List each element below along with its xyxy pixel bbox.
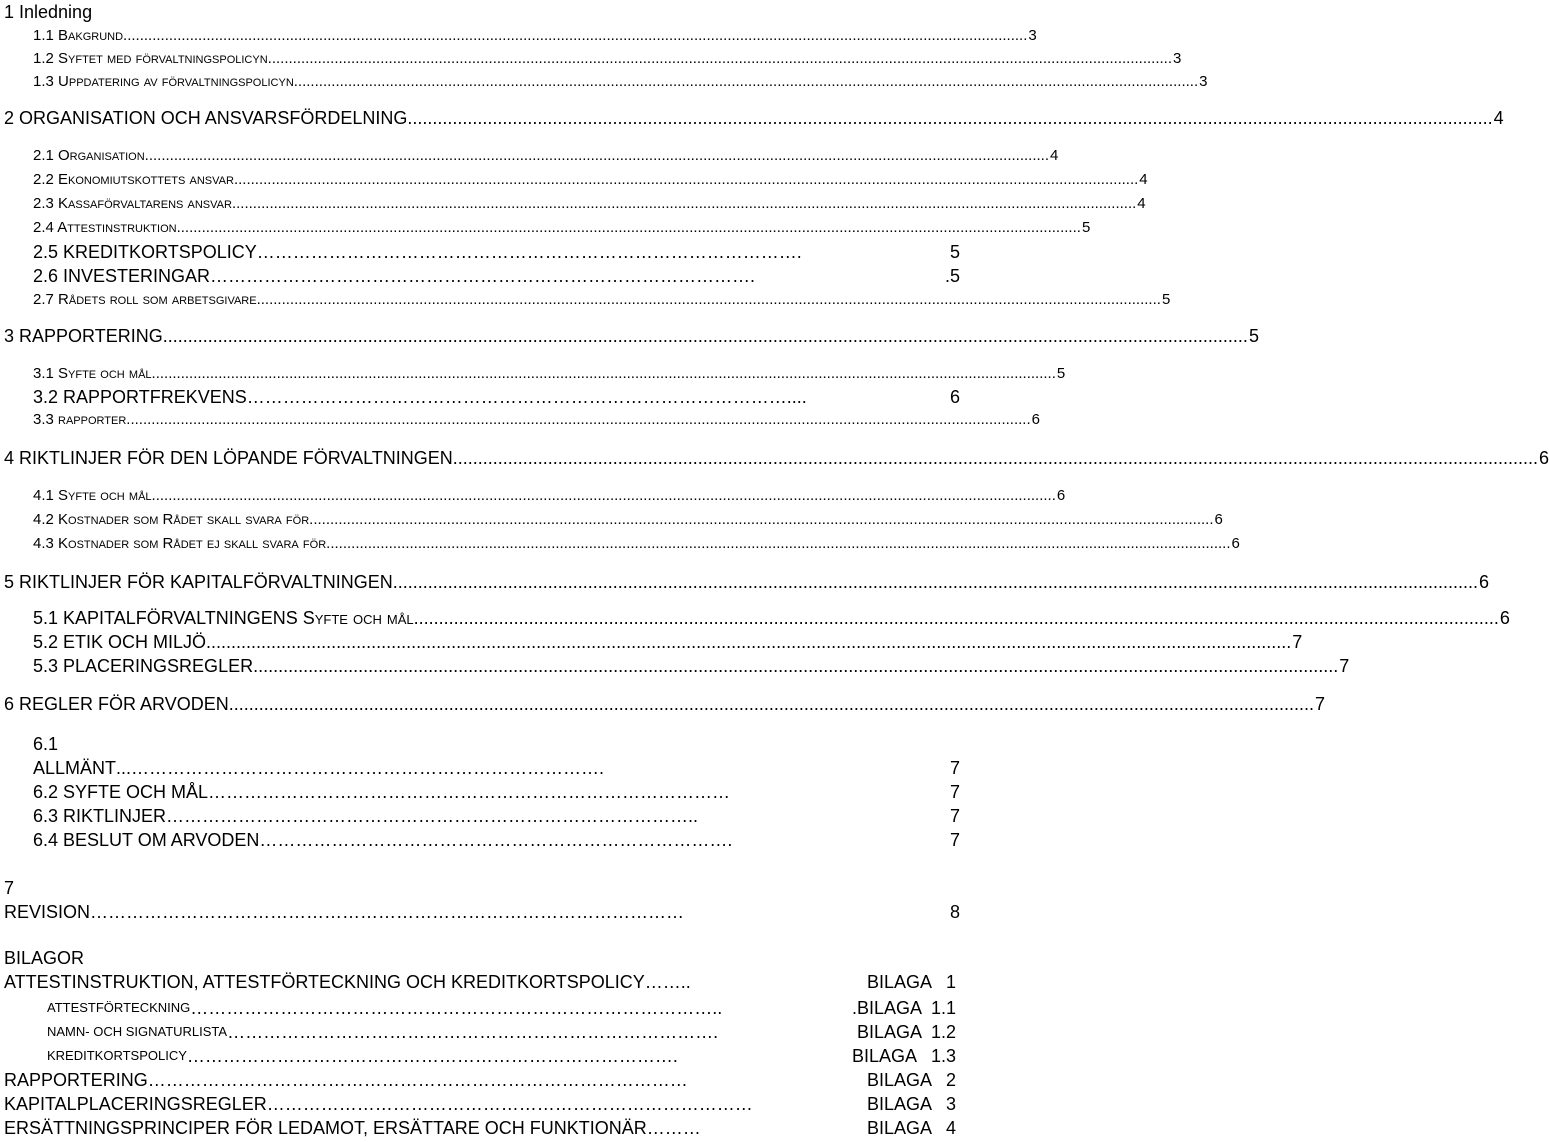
toc-dot-leader: ………………………………………………………………………………………: [90, 902, 685, 922]
toc-entry-page: 7: [949, 758, 960, 778]
toc-dot-leader: ……………………………………………………………………………: [208, 782, 731, 802]
toc-entry-5-2[interactable]: [33, 630, 1303, 652]
toc-dot-leader: .........................................................................................................................................................................................................................: [253, 656, 1339, 676]
toc-dot-leader: .........................................................................................................................................................................................................................: [162, 326, 1248, 346]
toc-dot-leader: .........................................................................................................................................................................................................................: [228, 694, 1314, 714]
toc-dot-leader: ……………………………………………………………………………….: [210, 266, 756, 286]
toc-entry-6-3[interactable]: [33, 804, 960, 826]
toc-entry-6-1-number: [33, 732, 960, 754]
toc-entry-page: BILAGA 3: [866, 1094, 956, 1114]
toc-entry-label: ATTESTFÖRTECKNING: [47, 1000, 191, 1015]
toc-entry-1-2[interactable]: [33, 47, 1182, 69]
toc-dot-leader: .........................................................................................................................................................................................................................: [233, 171, 1139, 188]
toc-entry-4-1[interactable]: [33, 484, 1066, 506]
toc-entry-page: BILAGA 1.2: [856, 1022, 956, 1042]
toc-entry-1-3[interactable]: [33, 70, 1208, 92]
toc-dot-leader: .........................................................................................................................................................................................................................: [293, 73, 1199, 90]
toc-entry-label: RAPPORTERING: [4, 1070, 148, 1090]
toc-dot-leader: .........................................................................................................................................................................................................................: [326, 535, 1231, 552]
toc-entry-label: 3.2 RAPPORTFREKVENS: [33, 387, 247, 407]
toc-dot-leader: ……………………………………………………………………….: [186, 1046, 678, 1066]
toc-dot-leader: .........................................................................................................................................................................................................................: [123, 27, 1028, 44]
toc-entry-label: 4.1 Syfte och mål: [33, 487, 152, 504]
toc-entry-page: 6: [1538, 448, 1549, 468]
toc-entry-page: 6: [1231, 535, 1240, 552]
toc-entry-page: 5: [949, 242, 960, 262]
toc-entry-page: .BILAGA 1.1: [851, 998, 956, 1018]
toc-entry-6-2[interactable]: [33, 780, 960, 802]
toc-entry-page: 7: [1292, 632, 1303, 652]
toc-dot-leader: ……………………………………………………………………………..: [166, 806, 699, 826]
toc-entry-page: 3: [1173, 50, 1182, 67]
toc-entry-page: 6: [1056, 487, 1066, 504]
toc-bilaga-3[interactable]: [4, 1092, 956, 1114]
toc-entry-label: 5 RIKTLINJER FÖR KAPITALFÖRVALTNINGEN: [4, 572, 393, 592]
toc-heading-text: 1 Inledning: [4, 2, 93, 22]
toc-bilaga-4[interactable]: [4, 1116, 956, 1138]
toc-entry-3-1[interactable]: [33, 362, 1066, 384]
toc-entry-page: 7: [1339, 656, 1350, 676]
toc-dot-leader: .........................................................................................................................................................................................................................: [126, 411, 1031, 428]
toc-entry-label: 3 RAPPORTERING: [4, 326, 163, 346]
toc-dot-leader: …………………………………………………………………….: [259, 830, 733, 850]
toc-entry-label: 3.3 rapporter: [33, 411, 127, 428]
toc-entry-3[interactable]: [4, 324, 1259, 346]
toc-entry-page: 7: [949, 782, 960, 802]
toc-entry-label: NAMN- OCH SIGNATURLISTA: [47, 1024, 228, 1039]
toc-bilaga-1-3[interactable]: [47, 1044, 956, 1066]
toc-entry-5-1[interactable]: [33, 606, 1510, 628]
toc-entry-4-2[interactable]: [33, 508, 1223, 530]
toc-entry-page: 3: [1028, 27, 1037, 44]
toc-entry-2-7[interactable]: [33, 288, 1171, 310]
toc-entry-4-3[interactable]: [33, 532, 1240, 554]
toc-entry-label: 4 RIKTLINJER FÖR DEN LÖPANDE FÖRVALTNINGEN: [4, 448, 453, 468]
toc-entry-label: 4.2 Kostnader som Rådet skall svara för: [33, 511, 310, 528]
toc-bilaga-1-1[interactable]: [47, 996, 956, 1018]
toc-entry-3-3[interactable]: [33, 408, 1040, 430]
toc-dot-leader: .........................................................................................................................................................................................................................: [452, 448, 1538, 468]
toc-entry-page: .5: [944, 266, 960, 286]
toc-entry-label: 6 REGLER FÖR ARVODEN: [4, 694, 229, 714]
toc-entry-2-2[interactable]: [33, 168, 1148, 190]
toc-bilaga-2[interactable]: [4, 1068, 956, 1090]
toc-entry-label: 2.4 Attestinstruktion: [33, 219, 177, 236]
toc-entry-label: 3.1 Syfte och mål: [33, 365, 152, 382]
toc-entry-2-1[interactable]: [33, 144, 1059, 166]
toc-entry-7-number: [4, 876, 960, 898]
toc-entry-label: 2.3 Kassaförvaltarens ansvar: [33, 195, 232, 212]
toc-entry-2-6[interactable]: [33, 264, 960, 286]
toc-entry-page: 5: [1161, 291, 1171, 308]
toc-entry-label: ATTESTINSTRUKTION, ATTESTFÖRTECKNING OCH KREDITKORTSPOLICY: [4, 972, 645, 992]
toc-entry-page: 6: [1031, 411, 1040, 428]
toc-entry-page: 7: [949, 830, 960, 850]
toc-entry-label: 1.1 Bakgrund: [33, 27, 124, 44]
toc-bilaga-1-2[interactable]: [47, 1020, 956, 1042]
toc-entry-label: 7: [4, 878, 15, 898]
toc-entry-6[interactable]: [4, 692, 1325, 714]
toc-entry-page: 4: [1137, 195, 1146, 212]
toc-entry-label: 1.2 Syftet med förvaltningspolicyn: [33, 50, 268, 67]
toc-dot-leader: .........................................................................................................................................................................................................................: [231, 195, 1137, 212]
toc-heading: [4, 0, 964, 22]
toc-entry-page: BILAGA 2: [866, 1070, 956, 1090]
toc-entry-page: 4: [1139, 171, 1148, 188]
toc-dot-leader: .........................................................................................................................................................................................................................: [151, 487, 1056, 504]
toc-entry-page: 6: [1214, 511, 1223, 528]
toc-entry-5-3[interactable]: [33, 654, 1350, 676]
toc-entry-2-4[interactable]: [33, 216, 1091, 238]
toc-entry-page: BILAGA 1.3: [851, 1046, 956, 1066]
toc-entry-2-3[interactable]: [33, 192, 1146, 214]
toc-entry-label: 5.3 PLACERINGSREGLER: [33, 656, 254, 676]
toc-entry-6-1[interactable]: [33, 756, 960, 778]
toc-entry-5[interactable]: [4, 570, 1489, 592]
toc-entry-page: BILAGA 1: [866, 972, 956, 992]
toc-entry-label: KAPITALPLACERINGSREGLER: [4, 1094, 267, 1114]
toc-entry-page: 4: [1493, 108, 1504, 128]
toc-dot-leader: ……………………………………………………………………………..: [190, 998, 723, 1018]
toc-dot-leader: .........................................................................................................................................................................................................................: [413, 608, 1499, 628]
toc-entry-page: BILAGA 4: [866, 1118, 956, 1138]
toc-entry-3-2[interactable]: [33, 385, 960, 407]
toc-entry-label: 4.3 Kostnader som Rådet ej skall svara för: [33, 535, 327, 552]
toc-entry-page: 5: [1081, 219, 1091, 236]
toc-entry-1-1[interactable]: [33, 24, 1037, 46]
toc-entry-page: 3: [1199, 73, 1208, 90]
toc-entry-page: 4: [1050, 147, 1059, 164]
toc-bilaga-1[interactable]: [4, 970, 956, 992]
toc-entry-page: 7: [949, 806, 960, 826]
toc-entry-label: 2.6 INVESTERINGAR: [33, 266, 211, 286]
toc-dot-leader: ……………………………………………………………………….: [227, 1022, 719, 1042]
toc-entry-page: 6: [1499, 608, 1510, 628]
toc-entry-label: 2.1 Organisation: [33, 147, 145, 164]
toc-entry-label: 6.1: [33, 734, 59, 754]
toc-entry-page: 7: [1314, 694, 1325, 714]
toc-entry-2-5[interactable]: [33, 240, 960, 262]
toc-dot-leader: .........................................................................................................................................................................................................................: [151, 365, 1056, 382]
toc-entry-page: 8: [949, 902, 960, 922]
toc-entry-page: 5: [1248, 326, 1259, 346]
toc-dot-leader: ……………………………………………………………………………….: [256, 242, 802, 262]
toc-dot-leader: ………………………………………………………………………………: [147, 1070, 688, 1090]
toc-entry-page: 6: [949, 387, 960, 407]
toc-entry-label: ALLMÄNT: [33, 758, 117, 778]
toc-dot-leader: .........................................................................................................................................................................................................................: [392, 572, 1478, 592]
toc-entry-label: 1.3 Uppdatering av förvaltningspolicyn: [33, 73, 294, 90]
toc-dot-leader: ………: [646, 1118, 701, 1138]
toc-entry-2[interactable]: [4, 106, 1504, 128]
toc-dot-leader: ………………………………………………………………………………....: [246, 387, 807, 407]
toc-dot-leader: ...…………………………………………………………………….: [116, 758, 605, 778]
toc-entry-page: 6: [1478, 572, 1489, 592]
toc-entry-7[interactable]: [4, 900, 960, 922]
toc-entry-label: BILAGOR: [4, 948, 85, 968]
toc-entry-6-4[interactable]: [33, 828, 960, 850]
toc-dot-leader: .........................................................................................................................................................................................................................: [144, 147, 1050, 164]
toc-entry-label: 6.2 SYFTE OCH MÅL: [33, 782, 209, 802]
toc-entry-label: 2.2 Ekonomiutskottets ansvar: [33, 171, 234, 188]
toc-entry-label: 6.3 RIKTLINJER: [33, 806, 167, 826]
toc-entry-4[interactable]: [4, 446, 1549, 468]
toc-dot-leader: .........................................................................................................................................................................................................................: [176, 219, 1081, 236]
toc-dot-leader: .........................................................................................................................................................................................................................: [407, 108, 1493, 128]
toc-bilagor-heading: [4, 946, 960, 968]
toc-entry-label: 2 ORGANISATION OCH ANSVARSFÖRDELNING: [4, 108, 408, 128]
toc-dot-leader: .........................................................................................................................................................................................................................: [206, 632, 1292, 652]
toc-dot-leader: ……..: [644, 972, 691, 992]
toc-dot-leader: .........................................................................................................................................................................................................................: [309, 511, 1214, 528]
toc-entry-label: 2.5 KREDITKORTSPOLICY: [33, 242, 257, 262]
toc-entry-label: 6.4 BESLUT OM ARVODEN: [33, 830, 260, 850]
toc-dot-leader: .........................................................................................................................................................................................................................: [267, 50, 1173, 67]
toc-entry-page: 5: [1056, 365, 1066, 382]
toc-entry-label: 5.1 KAPITALFÖRVALTNINGENS Syfte och mål: [33, 608, 414, 628]
toc-entry-label: KREDITKORTSPOLICY: [47, 1048, 187, 1063]
toc-entry-label: REVISION: [4, 902, 91, 922]
toc-entry-label: 2.7 Rådets roll som arbetsgivare: [33, 291, 257, 308]
toc-entry-label: 5.2 ETIK OCH MILJÖ: [33, 632, 207, 652]
toc-dot-leader: .........................................................................................................................................................................................................................: [256, 291, 1161, 308]
toc-dot-leader: ………………………………………………………………………: [266, 1094, 753, 1114]
toc-entry-label: ERSÄTTNINGSPRINCIPER FÖR LEDAMOT, ERSÄTTARE OCH FUNKTIONÄR: [4, 1118, 647, 1138]
